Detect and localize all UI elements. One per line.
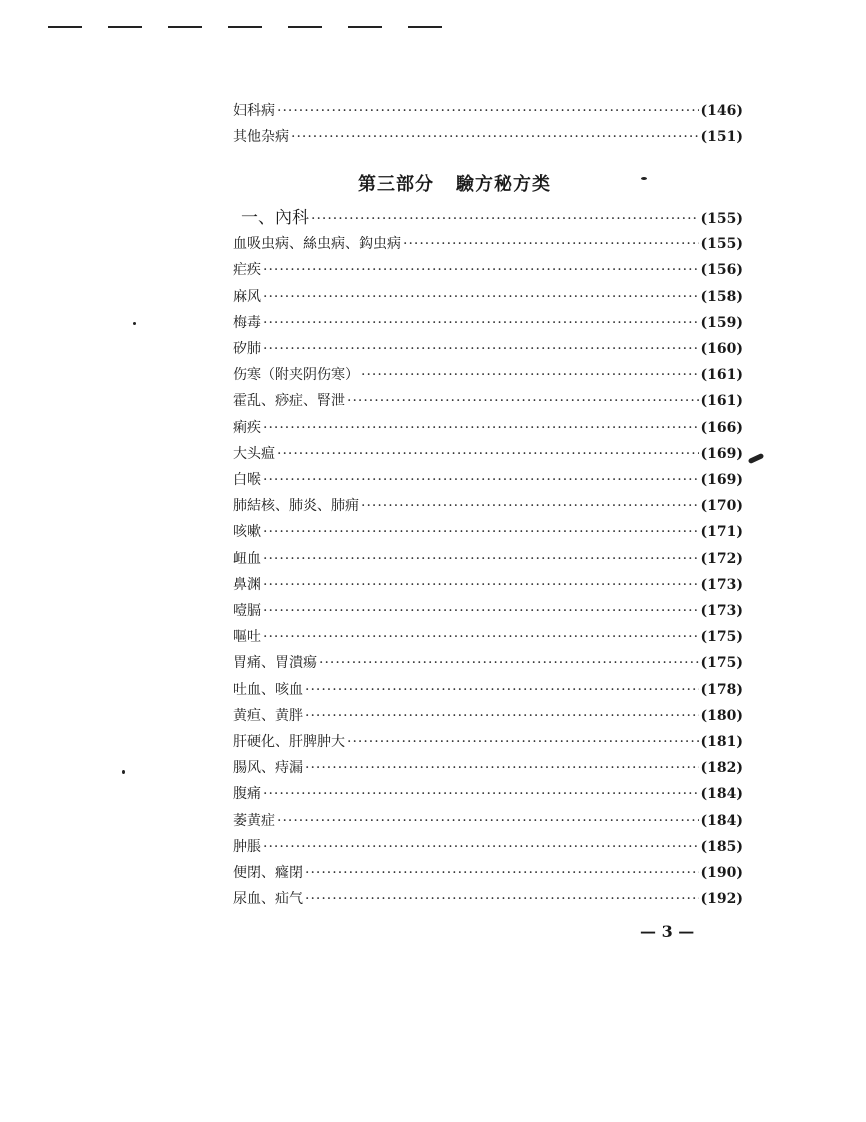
toc-entry-page: (184) (700, 812, 743, 829)
toc-entry-page: (190) (700, 865, 743, 881)
toc-entry-page: (158) (700, 288, 743, 305)
section-name: 驗方秘方类 (456, 174, 551, 195)
toc-entry-title: 衄血 (233, 550, 261, 567)
toc-entry-page: (175) (700, 629, 743, 646)
toc-entry-title: 白喉 (233, 472, 261, 488)
toc-entry-title: 胃痛、胃潰瘍 (233, 655, 317, 672)
leader-dots (263, 574, 699, 596)
toc-entry-page: (155) (700, 236, 743, 253)
leader-dots (311, 208, 699, 230)
toc-entry-title: 尿血、疝气 (233, 891, 303, 908)
scan-speck (122, 770, 125, 774)
toc-entry-page: (161) (700, 393, 743, 410)
leader-dots (277, 100, 699, 122)
toc-entry[interactable] (233, 338, 743, 360)
toc-entry-title: 腹痛 (233, 786, 261, 803)
scan-speck (641, 177, 647, 180)
toc-entry-page: (169) (700, 445, 743, 462)
toc-entry-page: (151) (700, 129, 743, 145)
toc-entry-page: (171) (700, 524, 743, 541)
toc-entry[interactable] (233, 600, 743, 622)
toc-entry[interactable] (233, 126, 743, 148)
toc-entry[interactable] (233, 364, 743, 386)
toc-entry-page: (181) (700, 734, 743, 750)
leader-dots (305, 862, 699, 884)
toc-entry-page: (182) (700, 760, 743, 777)
toc-entry-page: (160) (700, 341, 743, 357)
toc-entry[interactable] (233, 443, 743, 465)
leader-dots (305, 679, 699, 701)
toc-entry[interactable] (233, 100, 743, 122)
toc-entry-title: 嘔吐 (233, 629, 261, 646)
leader-dots (263, 521, 699, 543)
leader-dots (277, 810, 699, 832)
scan-speck (748, 453, 765, 464)
toc-entry[interactable] (233, 810, 743, 832)
toc-entry-title: 吐血、咳血 (233, 681, 303, 698)
toc-entry-title: 梅毒 (233, 314, 261, 331)
toc-entry-title: 腸风、痔漏 (233, 760, 303, 777)
toc-entry-page: (184) (700, 786, 743, 803)
toc-entry[interactable] (233, 521, 743, 543)
toc-entry-page: (161) (700, 367, 743, 384)
toc-entry-page: (166) (700, 419, 743, 436)
toc-entry-page: (172) (700, 550, 743, 567)
toc-entry[interactable] (233, 259, 743, 281)
header-rule (48, 26, 448, 30)
toc-entry-title: 鼻渊 (233, 576, 261, 593)
toc-entry-page: (173) (700, 603, 743, 619)
leader-dots (263, 286, 699, 308)
leader-dots (263, 600, 699, 622)
toc-entry-title: 妇科病 (233, 103, 275, 119)
leader-dots (263, 836, 699, 858)
toc-entry-title: 疟疾 (233, 262, 261, 279)
leader-dots (305, 757, 699, 779)
toc-entry-page: (169) (700, 472, 743, 488)
leader-dots (347, 731, 699, 753)
leader-dots (263, 312, 699, 334)
toc-entry-title: 萎黄症 (233, 812, 275, 829)
leader-dots (291, 126, 699, 148)
page-number: — 3 — (640, 922, 695, 941)
toc-entry[interactable] (233, 417, 743, 439)
toc-entry-page: (175) (700, 655, 743, 672)
toc-entry-title: 肝硬化、肝脾肿大 (233, 734, 345, 750)
toc-entry[interactable] (233, 495, 743, 517)
leader-dots (305, 705, 699, 727)
leader-dots (403, 233, 699, 255)
toc-entry[interactable] (233, 626, 743, 648)
leader-dots (263, 783, 699, 805)
toc-entry-page: (170) (700, 498, 743, 515)
toc-entry[interactable] (241, 207, 743, 229)
toc-entry-title: 麻风 (233, 288, 261, 305)
toc-entry[interactable] (233, 836, 743, 858)
toc-entry-page: (156) (700, 262, 743, 279)
toc-entry-title: 一、內科 (241, 208, 309, 228)
toc-entry[interactable] (233, 888, 743, 910)
toc-entry-title: 矽肺 (233, 341, 261, 357)
toc-entry-title: 肿脹 (233, 838, 261, 855)
leader-dots (263, 417, 699, 439)
leader-dots (347, 390, 699, 412)
toc-entry[interactable] (233, 652, 743, 674)
section-part: 第三部分 (358, 174, 434, 195)
toc-entry-title: 大头瘟 (233, 445, 275, 462)
toc-entry[interactable] (233, 548, 743, 570)
toc-entry-page: (146) (700, 103, 743, 119)
toc-entry-title: 痢疾 (233, 419, 261, 436)
toc-entry-title: 黄疸、黄胖 (233, 707, 303, 724)
toc-entry[interactable] (233, 312, 743, 334)
toc-entry-title: 咳嗽 (233, 524, 261, 541)
toc-entry-title: 伤寒（附夹阴伤寒） (233, 367, 359, 384)
toc-entry[interactable] (233, 757, 743, 779)
toc-entry-page: (185) (700, 838, 743, 855)
leader-dots (263, 626, 699, 648)
toc-entry-page: (180) (700, 707, 743, 724)
toc-entry[interactable] (233, 705, 743, 727)
toc-entry[interactable] (233, 783, 743, 805)
leader-dots (361, 364, 699, 386)
toc-entry[interactable] (233, 469, 743, 491)
toc-entry-page: (192) (700, 891, 743, 908)
toc-entry-page: (173) (700, 576, 743, 593)
leader-dots (263, 548, 699, 570)
toc-entry-title: 霍乱、痧症、腎泄 (233, 393, 345, 410)
leader-dots (319, 652, 699, 674)
leader-dots (361, 495, 699, 517)
toc-entry-page: (155) (700, 211, 743, 227)
toc-entry[interactable] (233, 574, 743, 596)
toc-entry-title: 血吸虫病、絲虫病、鈎虫病 (233, 236, 401, 253)
leader-dots (263, 338, 699, 360)
toc-entry-title: 噎膈 (233, 603, 261, 619)
scan-speck (133, 322, 136, 325)
leader-dots (277, 443, 699, 465)
toc-entry-page: (159) (700, 314, 743, 331)
toc-entry[interactable] (233, 679, 743, 701)
toc-entry[interactable] (233, 233, 743, 255)
leader-dots (263, 259, 699, 281)
toc-entry-page: (178) (700, 681, 743, 698)
toc-entry-title: 肺結核、肺炎、肺痈 (233, 498, 359, 515)
toc-entry[interactable] (233, 390, 743, 412)
section-heading (358, 170, 598, 196)
toc-entry-title: 便閉、癃閉 (233, 865, 303, 881)
leader-dots (305, 888, 699, 910)
toc-entry[interactable] (233, 286, 743, 308)
toc-entry[interactable] (233, 862, 743, 884)
leader-dots (263, 469, 699, 491)
toc-entry-title: 其他杂病 (233, 129, 289, 145)
toc-entry[interactable] (233, 731, 743, 753)
